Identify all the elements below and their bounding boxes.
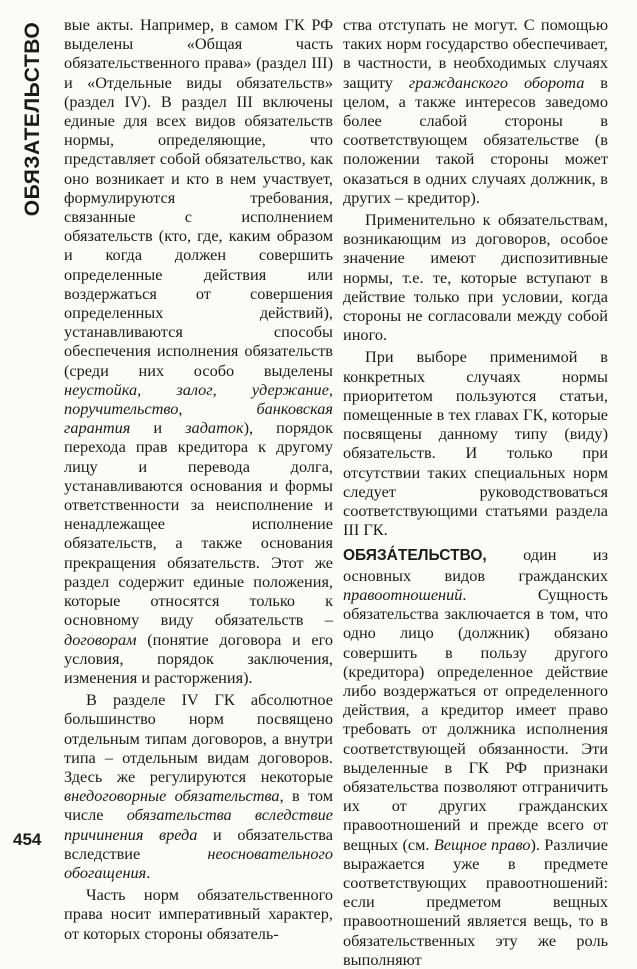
italic-term: задаток — [185, 418, 244, 438]
italic-term: договорам — [64, 629, 137, 649]
text-run: и — [130, 418, 186, 438]
right-column — [343, 15, 608, 969]
italic-term: обязательства вследствие причинения вреда — [64, 805, 333, 844]
entry-headword: ОБЯЗА́ТЕЛЬСТВО, — [343, 547, 487, 565]
left-paragraph-1 — [64, 15, 333, 687]
text-run: ). Различие выражается уже в предмете соответствующих правоотношений: если предметом вещных правоотношений является вещь, то в обязательственных эту же роль выполняют — [343, 834, 608, 969]
text-run: и обязательства вследствие — [64, 824, 333, 863]
left-paragraph-2 — [64, 690, 333, 882]
text-run: . Сущность обязательства заключается в том, что одно лицо (должник) обязано совершить в пользу другого (кредитора) определенное действие либо воздержаться от определенного действия, а кредитор имеет право требовать от должника исполнения соответствующей обязанности. Эти выделенные в ГК РФ признаки обязательства позволяют отграничить их от других гражданских правоотношений и прежде всего от вещных (см. — [343, 584, 608, 854]
italic-term: неосновательного обогащения — [64, 843, 333, 882]
left-paragraph-3: Часть норм обязательственного права носит императивный характер, от которых стороны обязатель- — [64, 885, 333, 943]
page-number: 454 — [13, 830, 42, 849]
right-paragraph-3: При выборе применимой в конкретных случаях нормы приоритетом пользуются статьи, помещенные в тех главах ГК, которые посвящены данному типу (виду) обязательств. И только при отсутствии таких специальных норм следует руководствоваться соответствующими статьями раздела III ГК. — [343, 347, 608, 540]
running-head — [11, 21, 55, 217]
text-run: . — [146, 862, 151, 882]
right-paragraph-2: Применительно к обязательствам, возникающим из договоров, особое значение имеют диспозитивные нормы, т.е. те, которые вступают в действие только при условии, когда стороны не согласовали между собой иного. — [343, 210, 608, 345]
text-run: один из основных видов гражданских — [343, 545, 608, 585]
running-head-text: ОБЯЗАТЕЛЬСТВО — [21, 21, 44, 217]
cross-reference: Вещное право — [433, 834, 531, 854]
text-run: ), порядок перехода прав кредитора к другому лицу и перевода долга, устанавливаются основания и формы ответственности за неисполнение и ненадлежащее исполнение обязательств, а также основания прекращения обязательств. Этот же раздел содержит единые положения, которые относятся только к основному виду обязательств – — [64, 418, 333, 630]
italic-term: гражданского оборота — [408, 72, 585, 92]
italic-term: неустойка, залог, удержание, поручительство, банковская гарантия — [64, 379, 333, 438]
italic-term: правоотношений — [343, 584, 463, 604]
text-run: вые акты. Например, в самом ГК РФ выделены «Общая часть обязательственного права» (раздел III) и «Отдельные виды обязательств» (раздел IV). В раздел III включены единые для всех видов обязательств нормы, определяющие, что представляет собой обязательство, как оно возникает и кто в нем участвует, формулируются требования, связанные с исполнением обязательств (кто, где, каким образом и когда должен совершить определенные действия или воздержаться от совершения определенных действий), устанавливаются способы обеспечения исполнения обязательств (среди них особо выделены — [64, 15, 333, 380]
italic-term: внедоговорные обязательства — [64, 786, 280, 806]
text-run: в целом, а также интересов заведомо более слабой стороны в соответствующем обязательстве (в положении такой стороны может оказаться в одних случаях должник, в других – кредитор). — [343, 72, 608, 207]
text-run: В разделе IV ГК абсолютное большинство норм посвящено отдельным типам договоров, а внутри типа – отдельным видам договоров. Здесь же регулируются некоторые — [64, 690, 333, 786]
left-column — [64, 15, 333, 943]
text-run: , в том числе — [64, 786, 333, 825]
dictionary-entry — [343, 545, 608, 968]
text-run: ства отступать не могут. С помощью таких норм государство обеспечивает, в частности, в необходимых случаях защиту — [343, 15, 608, 92]
right-paragraph-1 — [343, 15, 608, 207]
text-run: (понятие договора и его условия, порядок заключения, изменения и расторжения). — [64, 629, 333, 687]
